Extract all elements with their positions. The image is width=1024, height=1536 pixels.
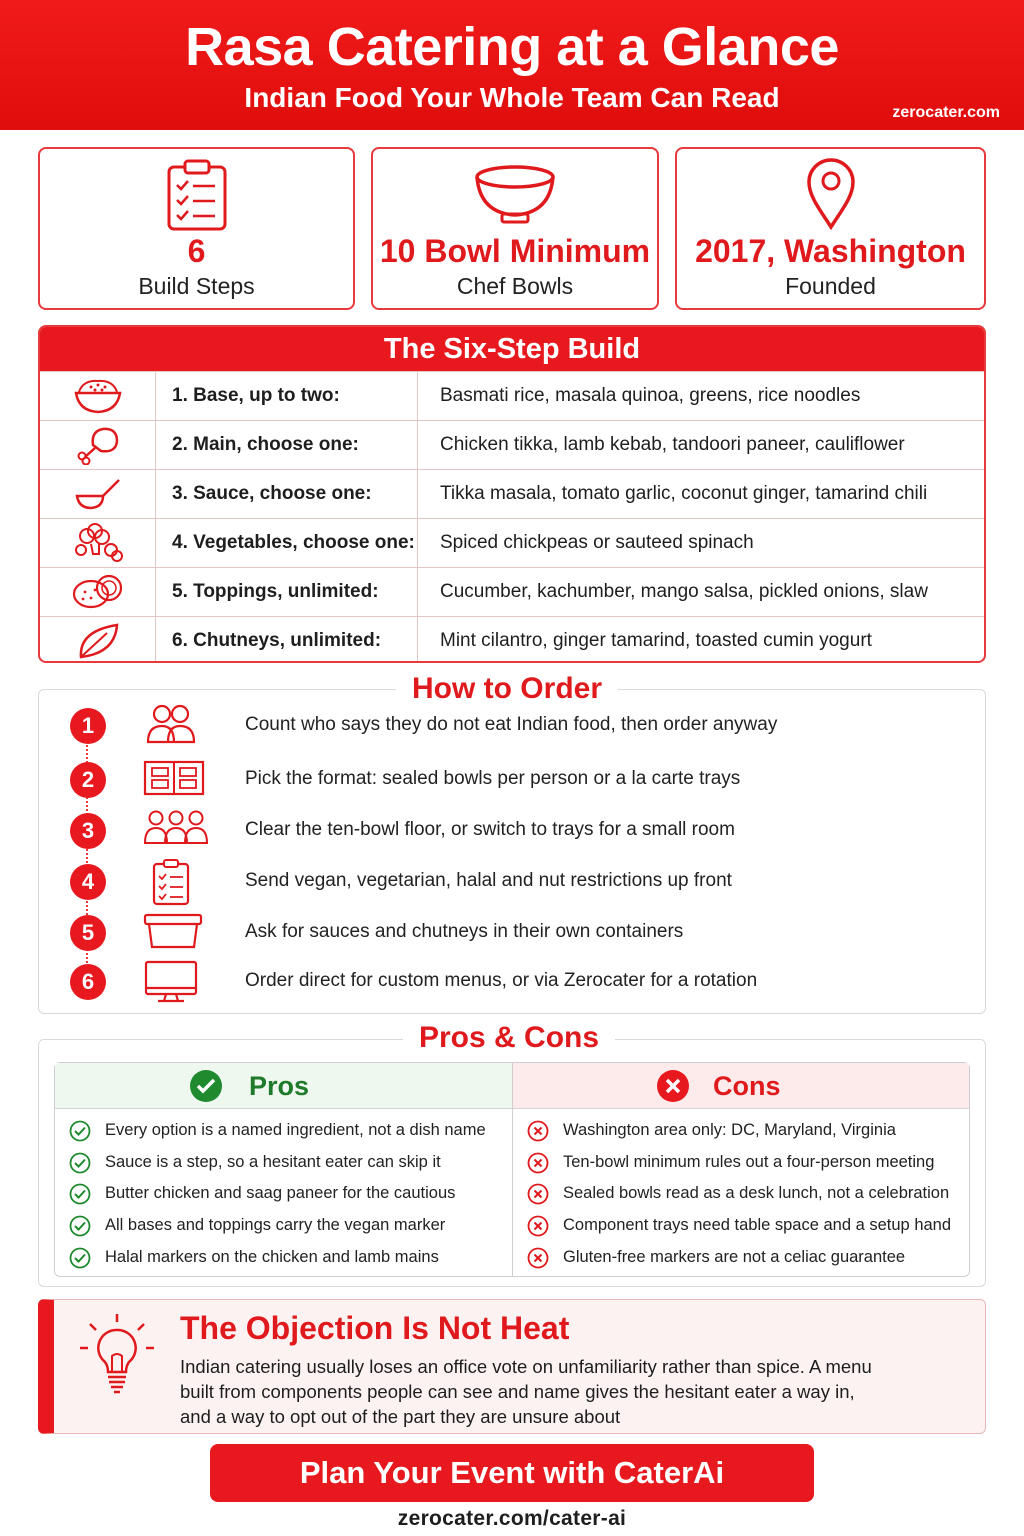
how-to-order-title: How to Order [396,672,618,706]
order-step [40,962,940,1002]
stat-label: Founded [785,273,876,299]
vegetables-icon [71,522,125,564]
order-step [40,862,940,902]
x-icon [527,1215,549,1237]
stat-card-bowl-minimum [371,147,659,310]
pro-text: Every option is a named ingredient, not a dish name [105,1121,486,1139]
table-row [40,469,984,518]
callout-line: Indian catering usually loses an office vote on unfamiliarity rather than spice. A menu [180,1356,872,1377]
step-number-badge: 4 [70,864,106,900]
callout-line: built from components people can see and name gives the hesitant eater a way in, [180,1381,855,1402]
order-step [40,913,940,953]
con-text: Sealed bowls read as a desk lunch, not a celebration [563,1184,950,1202]
x-icon [527,1183,549,1205]
step-label: 3. Sauce, choose one: [156,470,418,518]
list-item [523,1148,963,1178]
step-options: Basmati rice, masala quinoa, greens, rice noodles [440,385,861,406]
cons-header [513,1063,969,1109]
stat-label: Build Steps [138,273,255,299]
check-icon [69,1183,91,1205]
table-row [40,518,984,567]
callout-body [180,1354,950,1429]
step-options: Spiced chickpeas or sauteed spinach [440,532,754,553]
pros-cons-title: Pros & Cons [403,1021,615,1055]
pros-column [54,1062,513,1277]
step-options: Mint cilantro, ginger tamarind, toasted cumin yogurt [440,630,872,651]
stat-value: 6 [187,233,206,269]
check-icon [69,1120,91,1142]
rice-bowl-icon [73,376,123,416]
pros-header [55,1063,512,1109]
con-text: Washington area only: DC, Maryland, Virginia [563,1121,896,1139]
x-circle-icon [656,1069,690,1103]
list-item [523,1116,963,1146]
six-step-build-table [38,325,986,663]
stat-card-build-steps [38,147,355,310]
clipboard-icon [165,157,229,233]
bowl-icon [472,157,558,227]
step-number-badge: 1 [70,708,106,744]
step-label: 5. Toppings, unlimited: [156,568,418,616]
header-site-link[interactable]: zerocater.com [892,104,1000,121]
list-item [65,1179,505,1209]
order-step-text: Order direct for custom menus, or via Zerocater for a rotation [245,970,758,991]
monitor-icon [142,958,200,1004]
step-number-badge: 6 [70,964,106,1000]
cta-url-link[interactable]: zerocater.com/cater-ai [397,1507,627,1530]
list-item [65,1243,505,1273]
cons-label: Cons [713,1071,781,1101]
x-icon [527,1120,549,1142]
callout-line: and a way to opt out of the part they are unsure about [180,1406,621,1427]
con-text: Gluten-free markers are not a celiac guarantee [563,1248,906,1266]
check-icon [69,1247,91,1269]
pro-text: Butter chicken and saag paneer for the cautious [105,1184,456,1202]
pro-text: Halal markers on the chicken and lamb mains [105,1248,439,1266]
list-item [523,1211,963,1241]
step-label: 1. Base, up to two: [156,372,418,420]
list-item [523,1179,963,1209]
location-pin-icon [805,157,857,231]
pro-text: Sauce is a step, so a hesitant eater can skip it [105,1153,441,1171]
con-text: Ten-bowl minimum rules out a four-person meeting [563,1153,935,1171]
step-number-badge: 2 [70,762,106,798]
order-step-text: Pick the format: sealed bowls per person or a la carte trays [245,768,741,789]
table-row [40,371,984,420]
step-options: Chicken tikka, lamb kebab, tandoori paneer, cauliflower [440,434,905,455]
table-row [40,420,984,469]
trays-icon [142,756,206,798]
order-step [40,706,940,746]
order-step-text: Send vegan, vegetarian, halal and nut restrictions up front [245,870,732,891]
lightbulb-icon [72,1310,162,1400]
insight-callout [38,1299,986,1434]
container-icon [142,909,204,951]
list-item [65,1211,505,1241]
cons-column [512,1062,970,1277]
stat-card-founded [675,147,986,310]
step-label: 2. Main, choose one: [156,421,418,469]
x-icon [527,1247,549,1269]
leaf-icon [73,621,123,661]
group-icon [142,807,210,849]
step-options: Tikka masala, tomato garlic, coconut ginger, tamarind chili [440,483,928,504]
ladle-icon [73,474,123,514]
con-text: Component trays need table space and a setup hand [563,1216,952,1234]
list-item [65,1148,505,1178]
stat-value: 10 Bowl Minimum [379,233,651,269]
check-icon [69,1152,91,1174]
table-row [40,616,984,663]
header-banner [0,0,1024,130]
order-step-text: Clear the ten-bowl floor, or switch to trays for a small room [245,819,735,840]
step-options: Cucumber, kachumber, mango salsa, pickled onions, slaw [440,581,928,602]
x-icon [527,1152,549,1174]
check-icon [69,1215,91,1237]
table-row [40,567,984,616]
step-number-badge: 3 [70,813,106,849]
section-title: The Six-Step Build [40,327,984,371]
stat-value: 2017, Washington [695,233,966,269]
page-title: Rasa Catering at a Glance [185,17,839,77]
toppings-icon [71,572,125,612]
plan-event-button[interactable]: Plan Your Event with CaterAi [210,1444,814,1502]
callout-title: The Objection Is Not Heat [180,1310,570,1346]
two-people-icon [142,702,200,746]
step-number-badge: 5 [70,915,106,951]
list-item [523,1243,963,1273]
check-circle-icon [189,1069,223,1103]
order-step [40,811,940,851]
step-label: 4. Vegetables, choose one: [156,519,418,567]
checklist-icon [142,858,200,906]
order-step-text: Ask for sauces and chutneys in their own containers [245,921,684,942]
pro-text: All bases and toppings carry the vegan marker [105,1216,446,1234]
stat-label: Chef Bowls [456,273,574,299]
order-step [40,760,940,800]
list-item [65,1116,505,1146]
step-label: 6. Chutneys, unlimited: [156,617,418,663]
page-subtitle: Indian Food Your Whole Team Can Read [244,82,780,113]
order-step-text: Count who says they do not eat Indian food, then order anyway [245,714,778,735]
drumstick-icon [73,425,123,465]
pros-label: Pros [249,1071,310,1101]
